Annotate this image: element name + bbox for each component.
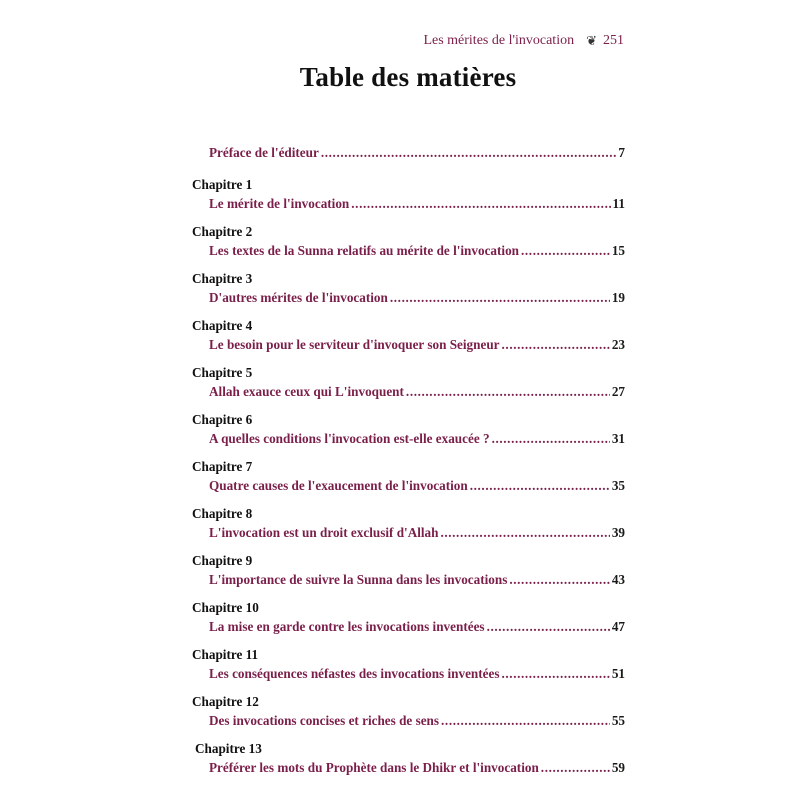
- page-title: Table des matières: [299, 62, 517, 92]
- toc-entry: [192, 617, 625, 636]
- toc-entry-page: 59: [611, 760, 625, 775]
- toc-entry-page: 15: [611, 243, 625, 258]
- toc-entry-title: Quatre causes de l'exaucement de l'invocation: [209, 478, 468, 493]
- chapter-label: Chapitre 12: [192, 694, 259, 709]
- toc-entry-title: L'importance de suivre la Sunna dans les invocations: [209, 572, 508, 587]
- toc-entry-title: Les textes de la Sunna relatifs au mérite de l'invocation: [209, 243, 520, 258]
- toc-entry: [192, 570, 625, 589]
- toc-chapter-10[interactable]: [192, 598, 625, 636]
- chapter-label: Chapitre 7: [192, 459, 253, 474]
- toc-entry-title: Des invocations concises et riches de sens: [209, 713, 440, 728]
- toc-entry: [192, 523, 625, 542]
- chapter-label: Chapitre 11: [192, 647, 259, 662]
- chapter-label: Chapitre 3: [192, 271, 253, 286]
- dot-leader: [502, 664, 610, 683]
- toc-chapter-12[interactable]: [192, 692, 625, 730]
- dot-leader: [541, 758, 610, 777]
- toc-chapter-8[interactable]: [192, 504, 625, 542]
- chapter-label: Chapitre 4: [192, 318, 253, 333]
- dot-leader: [470, 476, 610, 495]
- dot-leader: [351, 194, 610, 213]
- toc-chapter-4[interactable]: [192, 316, 625, 354]
- toc-chapter-11[interactable]: [192, 645, 625, 683]
- toc-entry-preface[interactable]: [192, 143, 625, 162]
- toc-entry-title: Le mérite de l'invocation: [209, 196, 350, 211]
- toc-entry-title: A quelles conditions l'invocation est-elle exaucée ?: [209, 431, 490, 446]
- dot-leader: [502, 335, 610, 354]
- toc-entry-title: Préférer les mots du Prophète dans le Dhikr et l'invocation: [209, 760, 539, 775]
- dot-leader: [509, 570, 609, 589]
- dot-leader: [492, 429, 610, 448]
- toc-entry-page: 35: [611, 478, 625, 493]
- toc-entry: [192, 335, 625, 354]
- toc-entry: [192, 664, 625, 683]
- toc-chapter-6[interactable]: [192, 410, 625, 448]
- toc-entry-page: 47: [611, 619, 625, 634]
- chapter-label: Chapitre 8: [192, 506, 253, 521]
- toc-entry: [192, 194, 625, 213]
- toc-entry: [192, 288, 625, 307]
- toc-chapter-13[interactable]: [192, 739, 625, 777]
- chapter-label: Chapitre 13: [195, 741, 262, 756]
- toc-entry: [192, 382, 625, 401]
- toc-entry-page: 31: [611, 431, 625, 446]
- dot-leader: [487, 617, 610, 636]
- dot-leader: [406, 382, 610, 401]
- chapter-label: Chapitre 1: [192, 177, 253, 192]
- toc-chapter-1[interactable]: [192, 175, 625, 213]
- toc-entry-page: 27: [611, 384, 625, 399]
- dot-leader: [521, 241, 610, 260]
- fleuron-icon: ❦: [586, 33, 597, 48]
- toc-entry-page: 11: [612, 196, 625, 211]
- toc-entry-title: La mise en garde contre les invocations inventées: [209, 619, 485, 634]
- toc-entry-page: 23: [611, 337, 625, 352]
- chapter-label: Chapitre 6: [192, 412, 253, 427]
- toc-entry-title: Les conséquences néfastes des invocations inventées: [209, 666, 500, 681]
- toc-chapter-2[interactable]: [192, 222, 625, 260]
- toc-entry-page: 55: [611, 713, 625, 728]
- toc-entry-page: 39: [611, 525, 625, 540]
- toc-entry: [192, 476, 625, 495]
- toc-entry-page: 43: [611, 572, 625, 587]
- running-header: [423, 33, 624, 49]
- toc-entry-page: 51: [611, 666, 625, 681]
- toc-entry-title: Préface de l'éditeur: [209, 145, 319, 160]
- table-of-contents: [192, 143, 625, 786]
- chapter-label: Chapitre 9: [192, 553, 253, 568]
- toc-entry: [192, 711, 625, 730]
- toc-chapter-7[interactable]: [192, 457, 625, 495]
- dot-leader: [321, 143, 617, 162]
- toc-entry-page: 19: [611, 290, 625, 305]
- toc-entry-title: Allah exauce ceux qui L'invoquent: [209, 384, 404, 399]
- chapter-label: Chapitre 2: [192, 224, 253, 239]
- dot-leader: [440, 523, 609, 542]
- toc-entry-page: 7: [618, 145, 625, 160]
- chapter-label: Chapitre 5: [192, 365, 253, 380]
- chapter-label: Chapitre 10: [192, 600, 259, 615]
- dot-leader: [390, 288, 610, 307]
- toc-chapter-5[interactable]: [192, 363, 625, 401]
- toc-entry-title: L'invocation est un droit exclusif d'Allah: [209, 525, 439, 540]
- folio-number: 251: [603, 33, 624, 48]
- toc-entry: [192, 429, 625, 448]
- toc-entry: [192, 241, 625, 260]
- toc-chapter-9[interactable]: [192, 551, 625, 589]
- running-header-title: Les mérites de l'invocation: [423, 33, 575, 48]
- toc-entry-title: D'autres mérites de l'invocation: [209, 290, 388, 305]
- toc-chapter-3[interactable]: [192, 269, 625, 307]
- toc-entry: [192, 758, 625, 777]
- toc-entry-title: Le besoin pour le serviteur d'invoquer son Seigneur: [209, 337, 500, 352]
- dot-leader: [441, 711, 610, 730]
